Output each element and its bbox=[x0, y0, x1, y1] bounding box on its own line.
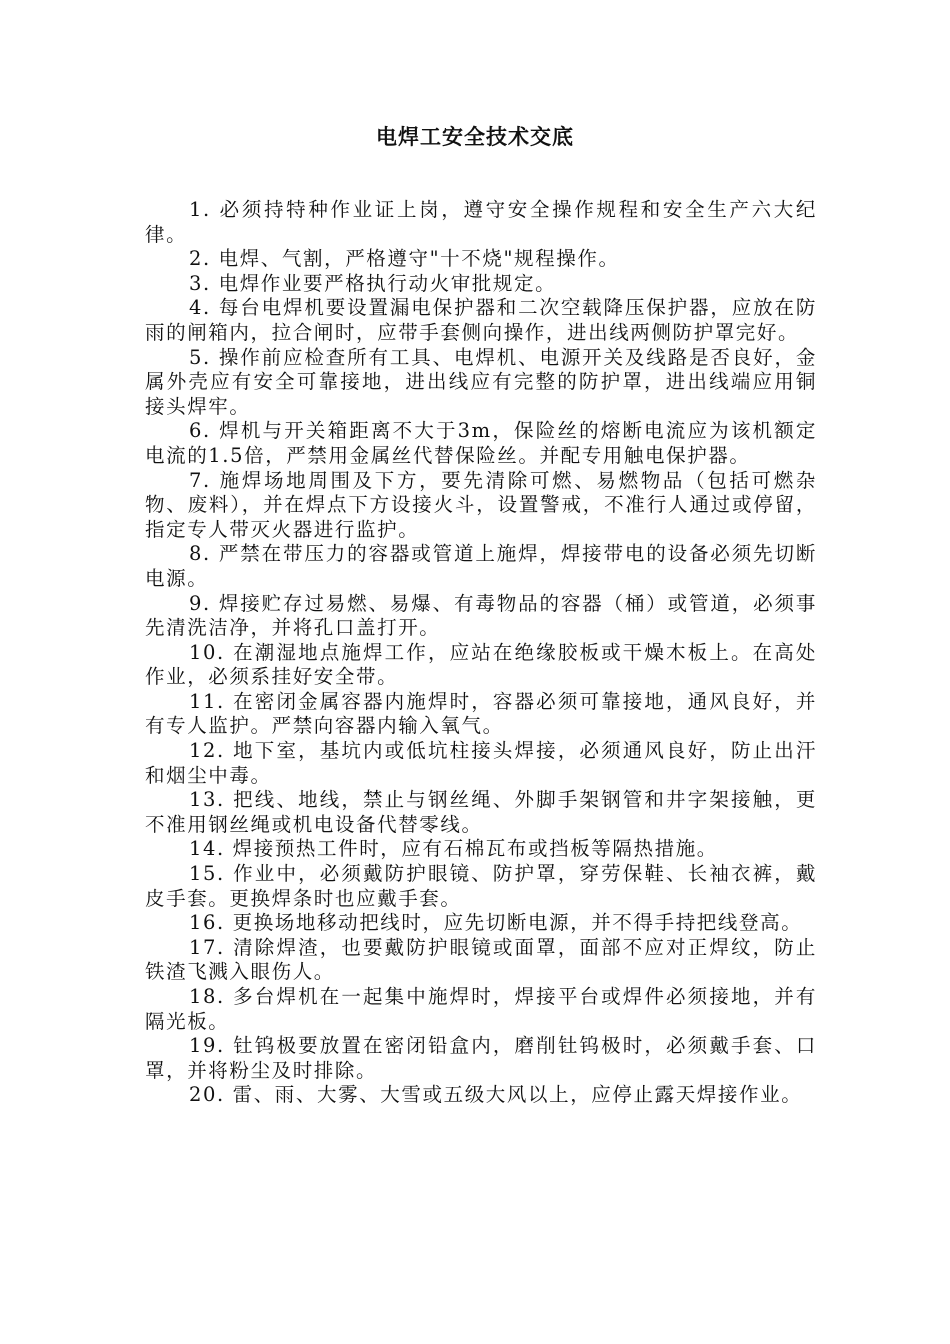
document-body bbox=[145, 198, 817, 1108]
clause-item: 8. 严禁在带压力的容器或管道上施焊，焊接带电的设备必须先切断电源。 bbox=[145, 542, 817, 590]
clause-item: 1. 必须持特种作业证上岗，遵守安全操作规程和安全生产六大纪律。 bbox=[145, 198, 817, 246]
clause-item: 12. 地下室，基坑内或低坑柱接头焊接，必须通风良好，防止出汗和烟尘中毒。 bbox=[145, 739, 817, 787]
clause-item: 11. 在密闭金属容器内施焊时，容器必须可靠接地，通风良好，并有专人监护。严禁向容器内输入氧气。 bbox=[145, 689, 817, 738]
document-title: 电焊工安全技术交底 bbox=[376, 125, 574, 149]
clause-item: 4. 每台电焊机要设置漏电保护器和二次空载降压保护器，应放在防雨的闸箱内，拉合闸时，应带手套侧向操作，进出线两侧防护罩完好。 bbox=[145, 296, 817, 344]
clause-item: 15. 作业中，必须戴防护眼镜、防护罩，穿劳保鞋、长袖衣裤，戴皮手套。更换焊条时也应戴手套。 bbox=[145, 862, 817, 910]
clause-item: 20. 雷、雨、大雾、大雪或五级大风以上，应停止露天焊接作业。 bbox=[189, 1083, 803, 1107]
clause-item: 2. 电焊、气割，严格遵守"十不烧"规程操作。 bbox=[189, 247, 620, 271]
clause-item: 5. 操作前应检查所有工具、电焊机、电源开关及线路是否良好，金属外壳应有安全可靠接地，进出线应有完整的防护罩，进出线端应用铜接头焊牢。 bbox=[145, 345, 817, 418]
clause-item: 13. 把线、地线，禁止与钢丝绳、外脚手架钢管和井字架接触，更不准用钢丝绳或机电设备代替零线。 bbox=[145, 788, 817, 836]
clause-item: 14. 焊接预热工件时，应有石棉瓦布或挡板等隔热措施。 bbox=[189, 837, 718, 861]
clause-item: 19. 钍钨极要放置在密闭铅盒内，磨削钍钨极时，必须戴手套、口罩，并将粉尘及时排除。 bbox=[145, 1034, 817, 1082]
clause-item: 9. 焊接贮存过易燃、易爆、有毒物品的容器（桶）或管道，必须事先清洗洁净，并将孔口盖打开。 bbox=[145, 591, 817, 640]
clause-item: 18. 多台焊机在一起集中施焊时，焊接平台或焊件必须接地，并有隔光板。 bbox=[145, 985, 817, 1033]
clause-item: 16. 更换场地移动把线时，应先切断电源，并不得手持把线登高。 bbox=[189, 911, 803, 935]
clause-item: 7. 施焊场地周围及下方，要先清除可燃、易燃物品（包括可燃杂物、废料），并在焊点下方设接火斗，设置警戒，不准行人通过或停留，指定专人带灭火器进行监护。 bbox=[145, 468, 817, 541]
clause-item: 17. 清除焊渣，也要戴防护眼镜或面罩，面部不应对正焊纹，防止铁渣飞溅入眼伤人。 bbox=[145, 935, 817, 984]
clause-item: 10. 在潮湿地点施焊工作，应站在绝缘胶板或干燥木板上。在高处作业，必须系挂好安全带。 bbox=[145, 640, 817, 689]
clause-item: 3. 电焊作业要严格执行动火审批规定。 bbox=[189, 271, 557, 295]
clause-item: 6. 焊机与开关箱距离不大于3m，保险丝的熔断电流应为该机额定电流的1.5倍，严禁用金属丝代替保险丝。并配专用触电保护器。 bbox=[145, 419, 817, 467]
